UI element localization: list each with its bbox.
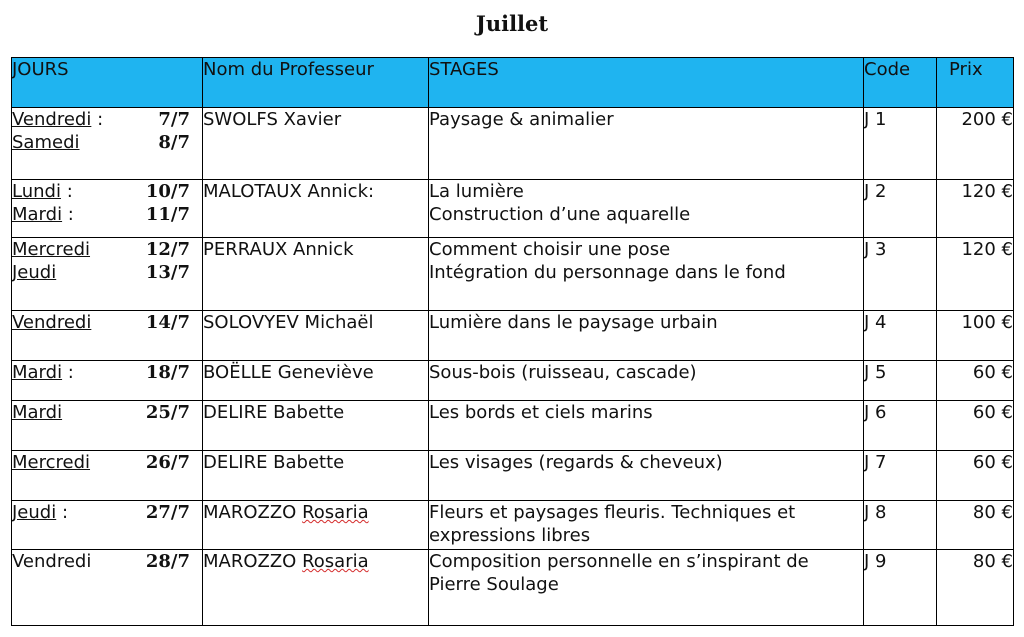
- day-separator: :: [60, 181, 73, 202]
- cell-jours: [12, 108, 203, 180]
- cell-code: J 9: [864, 550, 937, 626]
- cell-stages: [429, 550, 864, 626]
- stage-line: Sous-bois (ruisseau, cascade): [429, 362, 697, 383]
- day-entry: [12, 180, 202, 203]
- day-date: 13/7: [145, 262, 190, 283]
- day-entry: [12, 550, 202, 573]
- stage-line: Pierre Soulage: [429, 574, 559, 595]
- day-date: 26/7: [145, 452, 190, 473]
- table-header-row: [12, 58, 1014, 108]
- cell-stages: [429, 501, 864, 550]
- professor-name: MAROZZO: [203, 551, 303, 572]
- stage-line: Composition personnelle en s’inspirant de: [429, 551, 809, 572]
- professor-name: SWOLFS Xavier: [203, 109, 342, 130]
- professor-name: SOLOVYEV Michaël: [203, 312, 374, 333]
- cell-prix: 60 €: [937, 401, 1014, 451]
- cell-jours: [12, 361, 203, 401]
- stage-line: Les bords et ciels marins: [429, 402, 653, 423]
- stage-line: Les visages (regards & cheveux): [429, 452, 723, 473]
- day-name: Jeudi: [12, 502, 57, 523]
- cell-jours: [12, 311, 203, 361]
- stage-line: Comment choisir une pose: [429, 239, 671, 260]
- cell-code: J 4: [864, 311, 937, 361]
- stage-line: Intégration du personnage dans le fond: [429, 262, 786, 283]
- cell-prix: 120 €: [937, 180, 1014, 238]
- stage-line: Fleurs et paysages fleuris. Techniques et: [429, 502, 796, 523]
- header-stages: STAGES: [429, 58, 864, 108]
- table-row: [12, 361, 1014, 401]
- header-jours: JOURS: [12, 58, 203, 108]
- day-name: Mardi: [12, 204, 63, 225]
- professor-name: MALOTAUX Annick:: [203, 181, 375, 202]
- day-date: 27/7: [145, 502, 190, 523]
- day-date: 18/7: [145, 362, 190, 383]
- day-separator: :: [56, 502, 69, 523]
- day-name: Vendredi: [12, 109, 92, 130]
- table-row: [12, 108, 1014, 180]
- day-name: Jeudi: [12, 262, 57, 283]
- table-row: [12, 451, 1014, 501]
- cell-code: J 8: [864, 501, 937, 550]
- cell-professeur: [203, 180, 429, 238]
- cell-code: J 7: [864, 451, 937, 501]
- day-entry: [12, 361, 202, 384]
- professor-name: BOËLLE Geneviève: [203, 362, 374, 383]
- day-name: Vendredi: [12, 312, 92, 333]
- day-date: 8/7: [158, 132, 190, 153]
- day-entry: [12, 261, 202, 284]
- cell-prix: 60 €: [937, 451, 1014, 501]
- day-date: 11/7: [145, 204, 190, 225]
- cell-code: J 1: [864, 108, 937, 180]
- day-date: 10/7: [145, 181, 190, 202]
- professor-name: DELIRE Babette: [203, 452, 345, 473]
- header-prix: Prix: [937, 58, 1014, 108]
- stage-line: Lumière dans le paysage urbain: [429, 312, 718, 333]
- day-entry: [12, 238, 202, 261]
- cell-professeur: [203, 108, 429, 180]
- professor-name: MAROZZO: [203, 502, 303, 523]
- cell-jours: [12, 501, 203, 550]
- cell-professeur: [203, 401, 429, 451]
- day-date: 28/7: [145, 551, 190, 572]
- stage-line: expressions libres: [429, 525, 591, 546]
- cell-jours: [12, 550, 203, 626]
- cell-stages: [429, 361, 864, 401]
- cell-professeur: [203, 550, 429, 626]
- day-name: Mercredi: [12, 239, 91, 260]
- day-name: Mardi: [12, 362, 63, 383]
- header-code: Code: [864, 58, 937, 108]
- cell-jours: [12, 238, 203, 311]
- cell-stages: [429, 401, 864, 451]
- day-date: 14/7: [145, 312, 190, 333]
- stage-line: La lumière: [429, 181, 524, 202]
- day-entry: [12, 311, 202, 334]
- day-entry: [12, 108, 202, 131]
- cell-prix: 100 €: [937, 311, 1014, 361]
- cell-professeur: [203, 501, 429, 550]
- cell-jours: [12, 451, 203, 501]
- cell-prix: 120 €: [937, 238, 1014, 311]
- day-name: Samedi: [12, 132, 80, 153]
- cell-prix: 60 €: [937, 361, 1014, 401]
- cell-prix: 80 €: [937, 501, 1014, 550]
- professor-firstname: Rosaria: [302, 551, 369, 572]
- table-row: [12, 311, 1014, 361]
- day-name: Lundi: [12, 181, 61, 202]
- cell-stages: [429, 451, 864, 501]
- day-separator: :: [62, 362, 74, 383]
- table-row: [12, 550, 1014, 626]
- schedule-table: [11, 57, 1014, 626]
- day-date: 7/7: [158, 109, 190, 130]
- day-entry: [12, 131, 202, 154]
- cell-prix: 200 €: [937, 108, 1014, 180]
- cell-professeur: [203, 238, 429, 311]
- professor-name: PERRAUX Annick: [203, 239, 354, 260]
- day-name: Mercredi: [12, 452, 91, 473]
- table-row: [12, 238, 1014, 311]
- cell-stages: [429, 108, 864, 180]
- cell-stages: [429, 311, 864, 361]
- day-entry: [12, 203, 202, 226]
- professor-name: DELIRE Babette: [203, 402, 345, 423]
- cell-code: J 2: [864, 180, 937, 238]
- cell-prix: 80 €: [937, 550, 1014, 626]
- day-entry: [12, 501, 202, 524]
- day-entry: [12, 451, 202, 474]
- day-entry: [12, 401, 202, 424]
- table-row: [12, 501, 1014, 550]
- table-row: [12, 180, 1014, 238]
- cell-professeur: [203, 361, 429, 401]
- day-separator: :: [91, 109, 104, 130]
- cell-code: J 3: [864, 238, 937, 311]
- header-professeur: Nom du Professeur: [203, 58, 429, 108]
- stage-line: Construction d’une aquarelle: [429, 204, 691, 225]
- day-date: 25/7: [145, 402, 190, 423]
- cell-professeur: [203, 451, 429, 501]
- cell-jours: [12, 401, 203, 451]
- table-row: [12, 401, 1014, 451]
- cell-code: J 5: [864, 361, 937, 401]
- day-separator: :: [62, 204, 74, 225]
- cell-stages: [429, 180, 864, 238]
- day-date: 12/7: [145, 239, 190, 260]
- professor-firstname: Rosaria: [302, 502, 369, 523]
- day-name: Vendredi: [12, 551, 92, 572]
- day-name: Mardi: [12, 402, 63, 423]
- cell-code: J 6: [864, 401, 937, 451]
- page-title: Juillet: [475, 11, 549, 36]
- stage-line: Paysage & animalier: [429, 109, 614, 130]
- cell-jours: [12, 180, 203, 238]
- cell-professeur: [203, 311, 429, 361]
- cell-stages: [429, 238, 864, 311]
